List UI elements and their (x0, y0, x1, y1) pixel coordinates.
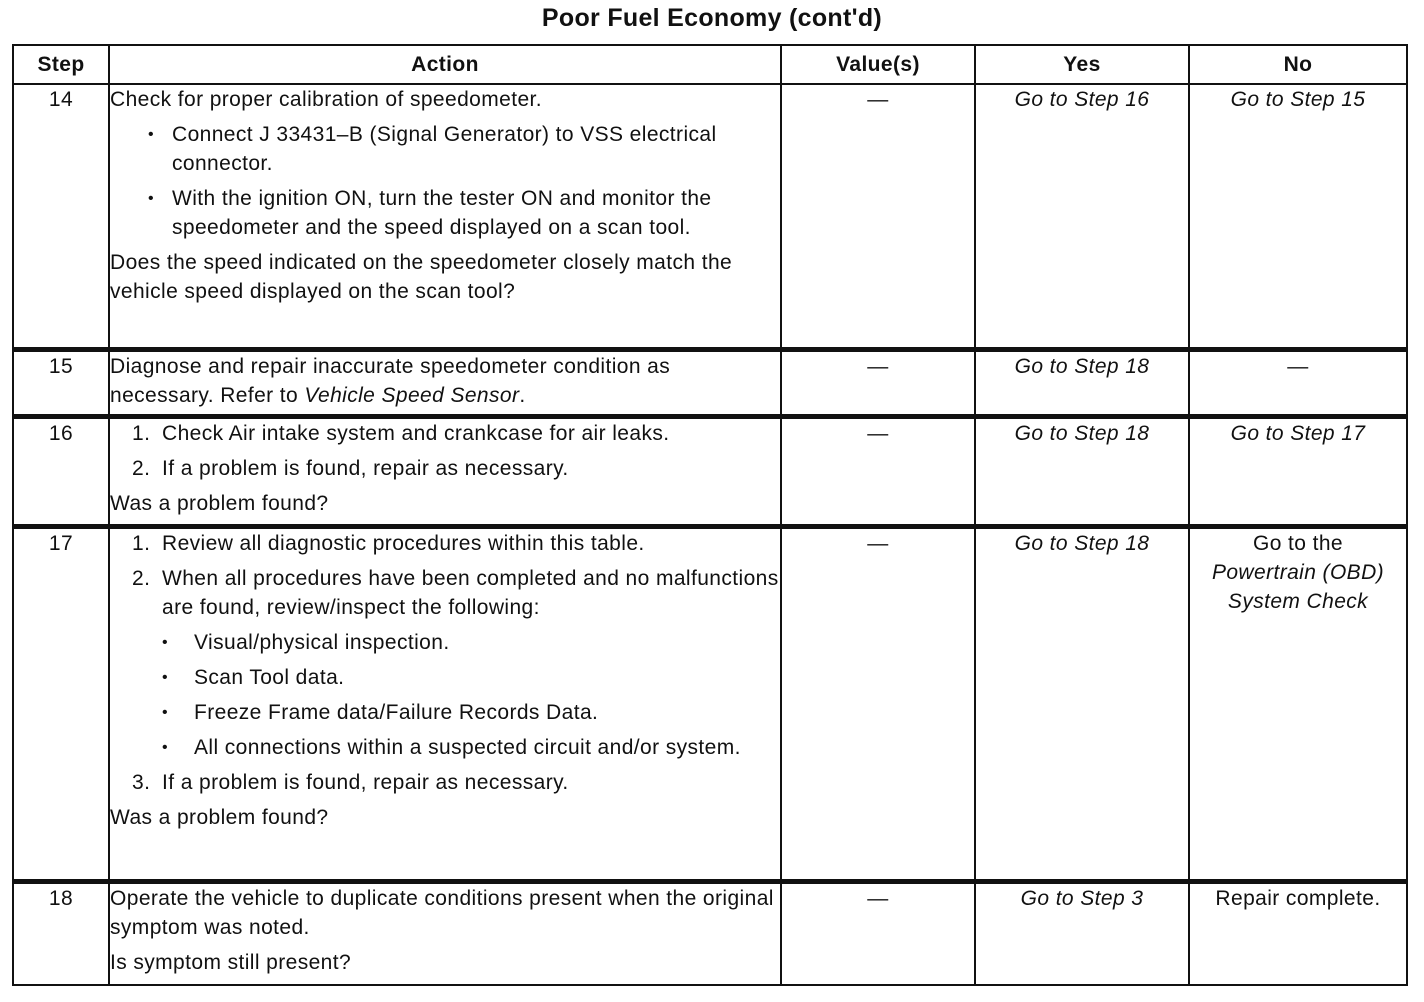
table-row-step-18 (13, 881, 1407, 985)
value-text: — (867, 421, 889, 445)
step-number: 16 (13, 416, 109, 526)
column-header-no: No (1189, 45, 1407, 84)
yes-text: Go to Step 16 (1014, 88, 1150, 111)
numbered-item: 2. If a problem is found, repair as necessary. (132, 456, 569, 480)
action-text: Operate the vehicle to duplicate conditions present when the original symptom was noted. (110, 886, 774, 939)
table-row-step-16 (13, 416, 1407, 526)
system-check-reference: Powertrain (OBD) System Check (1211, 560, 1385, 613)
yes-cell (975, 881, 1189, 985)
action-text-end: . (519, 383, 526, 407)
action-cell (109, 416, 781, 526)
action-question: Is symptom still present? (110, 950, 352, 974)
numbered-item: 2. When all procedures have been completed and no malfunctions are found, review/inspect the following: • Visual/physical inspection. • Scan Tool data. • Freeze Frame data/Failure Records Data. • All connections within a suspected circuit and/or system. (110, 564, 780, 762)
value-cell (781, 84, 975, 349)
no-cell (1189, 416, 1407, 526)
list-item: • Scan Tool data. (162, 665, 345, 689)
table-row-step-17 (13, 526, 1407, 881)
step-number: 15 (13, 349, 109, 416)
value-text: — (867, 886, 889, 910)
action-reference: Vehicle Speed Sensor (304, 383, 520, 407)
yes-text: Go to Step 18 (1014, 421, 1150, 445)
column-header-yes: Yes (975, 45, 1189, 84)
action-question: Was a problem found? (110, 491, 329, 515)
yes-text: Go to Step 18 (1014, 531, 1150, 555)
list-item: • Connect J 33431–B (Signal Generator) to VSS electrical connector. (147, 123, 717, 175)
list-item: • With the ignition ON, turn the tester ON and monitor the speedometer and the speed displayed on a scan tool. (147, 187, 712, 239)
table-row-step-14 (13, 84, 1407, 349)
table-header-row (13, 45, 1407, 84)
value-text: — (867, 354, 889, 378)
yes-cell (975, 416, 1189, 526)
step-number: 18 (13, 881, 109, 985)
numbered-item: 1. Review all diagnostic procedures within this table. (132, 531, 645, 555)
value-cell (781, 881, 975, 985)
value-cell (781, 526, 975, 881)
value-text: — (867, 88, 889, 111)
list-item: • All connections within a suspected circuit and/or system. (162, 735, 741, 759)
action-cell (109, 526, 781, 881)
action-question: Does the speed indicated on the speedometer closely match the vehicle speed displayed on the scan tool? (110, 251, 733, 303)
column-header-values: Value(s) (781, 45, 975, 84)
yes-text: Go to Step 18 (1014, 354, 1150, 378)
step-number: 17 (13, 526, 109, 881)
column-header-step: Step (13, 45, 109, 84)
yes-cell (975, 349, 1189, 416)
numbered-item: 1. Check Air intake system and crankcase for air leaks. (132, 421, 670, 445)
no-text: Go to the (1253, 531, 1343, 555)
value-text: — (867, 531, 889, 555)
yes-text: Go to Step 3 (1020, 886, 1144, 910)
action-cell (109, 84, 781, 349)
action-cell (109, 349, 781, 416)
numbered-item-text: When all procedures have been completed and no malfunctions are found, review/inspect the following: (162, 566, 779, 619)
action-question: Was a problem found? (110, 805, 329, 829)
step-number: 14 (13, 84, 109, 349)
list-item: • Freeze Frame data/Failure Records Data. (162, 700, 599, 724)
no-cell (1189, 881, 1407, 985)
no-text: Repair complete. (1215, 886, 1381, 910)
no-text: — (1287, 354, 1309, 378)
no-text: Go to Step 15 (1230, 88, 1366, 111)
no-cell (1189, 349, 1407, 416)
list-item: • Visual/physical inspection. (162, 630, 450, 654)
action-intro: Check for proper calibration of speedometer. (110, 88, 542, 111)
page-title: Poor Fuel Economy (cont'd) (541, 4, 883, 32)
yes-cell (975, 84, 1189, 349)
value-cell (781, 349, 975, 416)
action-cell (109, 881, 781, 985)
column-header-action: Action (109, 45, 781, 84)
value-cell (781, 416, 975, 526)
table-row-step-15 (13, 349, 1407, 416)
action-text: Diagnose and repair inaccurate speedometer condition as necessary. Refer to (110, 354, 671, 407)
no-cell (1189, 84, 1407, 349)
yes-cell (975, 526, 1189, 881)
numbered-item: 3. If a problem is found, repair as necessary. (132, 770, 569, 794)
no-text: Go to Step 17 (1230, 421, 1366, 445)
diagnostic-table (12, 44, 1408, 986)
no-cell (1189, 526, 1407, 881)
